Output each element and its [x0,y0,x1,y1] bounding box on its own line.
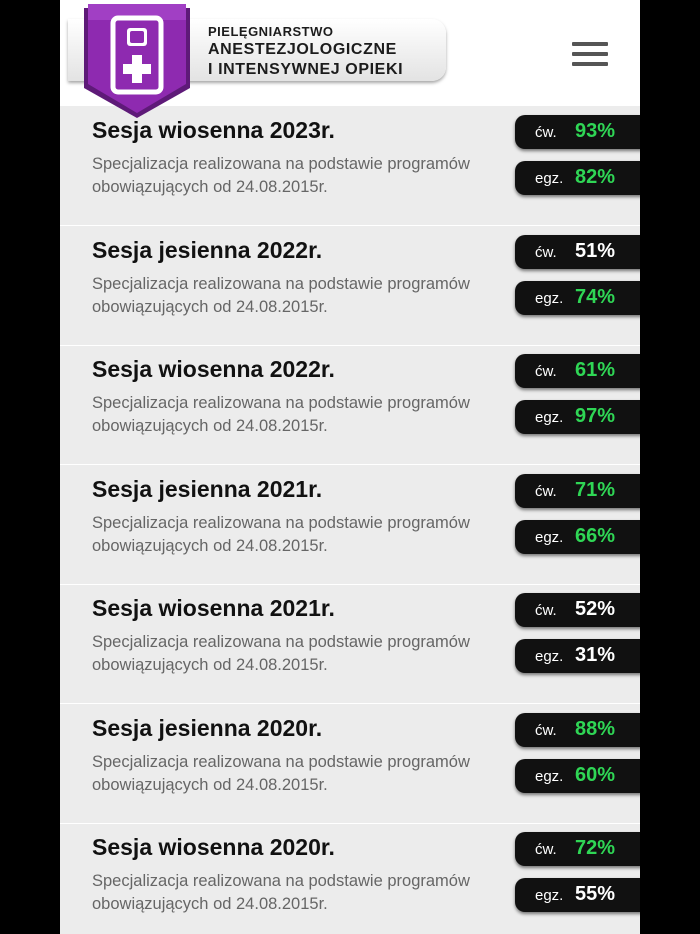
exam-score-badge [515,520,640,554]
exam-score-label: egz. [535,887,564,904]
exam-score-label: egz. [535,648,564,665]
exam-score-value: 74% [575,285,616,308]
exam-score-badge [515,639,640,673]
session-description: Specjalizacja realizowana na podstawie programów obowiązujących od 24.08.2015r. [92,633,470,674]
session-title: Sesja wiosenna 2023r. [92,117,335,143]
session-description: Specjalizacja realizowana na podstawie programów obowiązujących od 24.08.2015r. [92,155,470,196]
session-row[interactable] [60,824,640,934]
exam-score-value: 97% [575,405,616,427]
exercise-score-badge [515,593,640,627]
session-row[interactable] [60,227,640,346]
exercise-score-badge [515,832,640,866]
exercise-score-value: 71% [575,478,616,501]
session-description: Specjalizacja realizowana na podstawie programów obowiązujących od 24.08.2015r. [92,274,470,316]
exercise-score-badge [515,354,640,388]
exam-score-value: 60% [575,763,616,786]
session-row[interactable] [60,346,640,465]
exercise-score-badge [515,235,640,269]
exam-score-value: 82% [575,166,616,188]
exercise-score-value: 52% [575,598,616,620]
session-title: Sesja jesienna 2020r. [92,714,323,741]
exercise-score-label: ćw. [535,363,557,380]
session-title: Sesja wiosenna 2020r. [92,834,335,860]
exam-score-badge [515,161,640,195]
exam-score-label: egz. [535,409,564,426]
session-row[interactable] [60,705,640,824]
exercise-score-value: 51% [575,239,616,262]
session-description: Specjalizacja realizowana na podstawie programów obowiązujących od 24.08.2015r. [92,513,470,555]
exercise-score-label: ćw. [535,482,557,500]
session-title: Sesja wiosenna 2022r. [92,356,335,382]
exercise-score-value: 72% [575,837,616,859]
exam-score-badge [515,878,640,912]
exam-score-badge [515,400,640,434]
app-title-line3: I INTENSYWNEJ OPIEKI [208,61,404,78]
exercise-score-value: 88% [575,717,616,740]
session-title: Sesja wiosenna 2021r. [92,595,335,621]
exam-score-badge [515,281,640,315]
exam-score-label: egz. [535,767,564,785]
app-header [60,0,640,106]
session-title: Sesja jesienna 2021r. [92,475,323,502]
hamburger-menu-icon[interactable] [572,40,610,68]
app-title-line1: PIELĘGNIARSTWO [208,24,334,39]
exam-score-value: 66% [575,524,616,547]
medical-logo-icon [78,0,196,122]
exercise-score-value: 61% [575,359,616,381]
exam-score-value: 31% [575,644,616,666]
exercise-score-label: ćw. [535,243,557,261]
exercise-score-badge [515,474,640,508]
session-row[interactable] [60,585,640,704]
exercise-score-label: ćw. [535,721,557,739]
session-title: Sesja jesienna 2022r. [92,236,323,263]
exercise-score-label: ćw. [535,124,557,141]
session-row[interactable] [60,466,640,585]
exam-score-badge [515,759,640,793]
exercise-score-value: 93% [575,120,616,142]
exam-score-label: egz. [535,528,564,546]
exam-score-value: 55% [575,883,616,905]
session-description: Specjalizacja realizowana na podstawie programów obowiązujących od 24.08.2015r. [92,394,470,435]
exercise-score-badge [515,115,640,149]
app-screen [60,0,640,934]
exercise-score-badge [515,713,640,747]
exercise-score-label: ćw. [535,602,557,619]
session-row[interactable] [60,107,640,226]
exam-score-label: egz. [535,170,564,187]
exercise-score-label: ćw. [535,841,557,858]
exam-score-label: egz. [535,289,564,307]
session-description: Specjalizacja realizowana na podstawie programów obowiązujących od 24.08.2015r. [92,752,470,794]
app-title-line2: ANESTEZJOLOGICZNE [208,41,397,58]
session-description: Specjalizacja realizowana na podstawie programów obowiązujących od 24.08.2015r. [92,872,470,913]
